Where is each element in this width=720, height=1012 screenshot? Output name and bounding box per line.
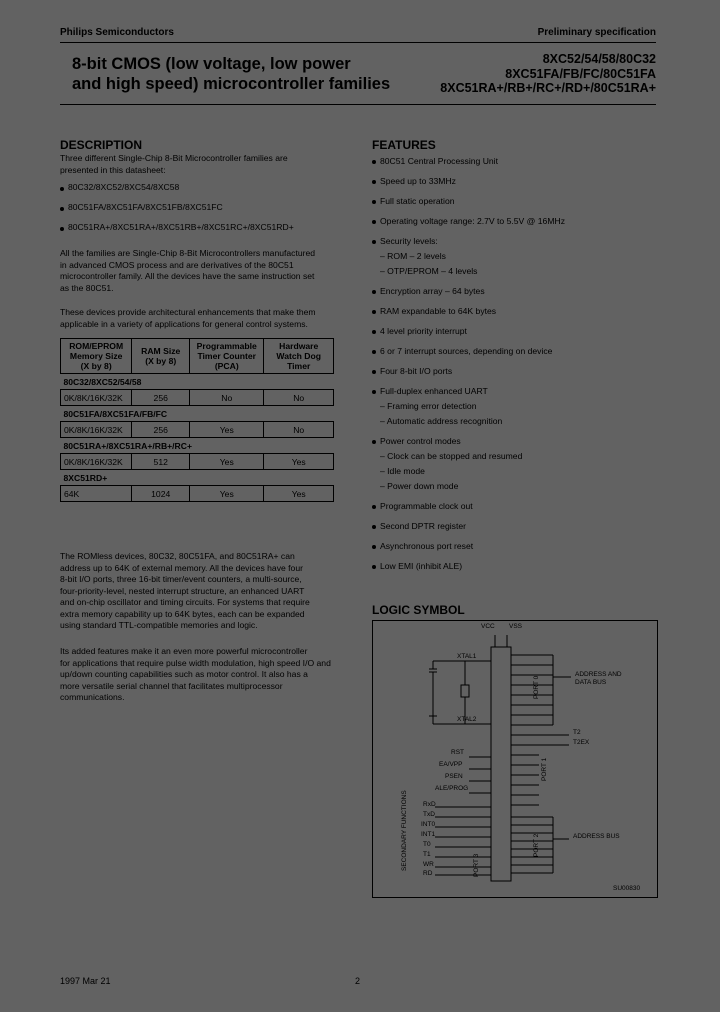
description-paragraph-4 bbox=[60, 551, 360, 632]
text-line: more versatile serial channel that facilitates multiprocessor bbox=[60, 680, 283, 691]
feature-subitem-text: ROM – 2 levels bbox=[387, 251, 446, 261]
table-cell: 512 bbox=[132, 454, 190, 470]
table-cell: Yes bbox=[190, 454, 264, 470]
header-rule bbox=[60, 42, 656, 43]
t2-label: T2 bbox=[573, 729, 581, 736]
feature-item bbox=[372, 176, 662, 187]
feature-subitem bbox=[380, 416, 662, 427]
text-line: applicable in a variety of applications for general control systems. bbox=[60, 318, 308, 329]
text-line: communications. bbox=[60, 692, 125, 702]
psen-label: PSEN bbox=[445, 773, 463, 780]
label-line: ADDRESS AND bbox=[575, 671, 622, 678]
bullet bbox=[372, 370, 376, 374]
feature-subitem-text: Clock can be stopped and resumed bbox=[387, 451, 523, 461]
family-row bbox=[61, 438, 334, 454]
feature-item bbox=[372, 346, 662, 357]
bullet bbox=[372, 220, 376, 224]
vcc-label: VCC bbox=[481, 623, 495, 630]
header-line: Timer bbox=[287, 361, 311, 371]
text-line: up/down counting capabilities such as motor control. It also has a bbox=[60, 669, 308, 679]
family-item: 80C51RA+/8XC51RA+/8XC51RB+/8XC51RC+/8XC51RD+ bbox=[68, 222, 294, 232]
port2-label: PORT 2 bbox=[533, 833, 540, 857]
dash-glyph: – bbox=[380, 401, 388, 411]
text-line: Its added features make it an even more powerful microcontroller bbox=[60, 646, 308, 656]
feature-text: Power control modes bbox=[380, 436, 461, 446]
feature-subitem-text: OTP/EPROM – 4 levels bbox=[387, 266, 478, 276]
dash-glyph: – bbox=[380, 451, 388, 461]
feature-item bbox=[372, 521, 662, 532]
table-cell: 0K/8K/16K/32K bbox=[61, 422, 132, 438]
dash-glyph: – bbox=[380, 251, 388, 261]
feature-item bbox=[372, 386, 662, 427]
header-line: Memory Size bbox=[69, 351, 123, 361]
features-heading: FEATURES bbox=[372, 138, 436, 152]
feature-text: Programmable clock out bbox=[380, 501, 473, 511]
port1-label: PORT 1 bbox=[541, 757, 548, 781]
part-number: 8XC51RA+/RB+/RC+/RD+/80C51RA+ bbox=[440, 81, 656, 95]
bullet bbox=[60, 227, 64, 231]
secondary-functions-label: SECONDARY FUNCTIONS bbox=[401, 790, 408, 871]
header-line: Hardware bbox=[279, 341, 319, 351]
text-line: These devices provide architectural enhancements that make them bbox=[60, 307, 316, 317]
feature-text: 80C51 Central Processing Unit bbox=[380, 156, 498, 166]
table-cell: Yes bbox=[264, 454, 334, 470]
address-data-bus-label bbox=[575, 671, 622, 687]
port0-label: PORT 0 bbox=[533, 675, 540, 699]
feature-item bbox=[372, 236, 662, 277]
page-number: 2 bbox=[355, 976, 361, 986]
feature-item bbox=[372, 501, 662, 512]
text-line: as the 80C51. bbox=[60, 282, 114, 293]
feature-subitem bbox=[380, 251, 662, 262]
feature-subitem bbox=[380, 481, 662, 492]
column-header-rom bbox=[61, 339, 132, 374]
feature-subitem bbox=[380, 266, 662, 277]
text-line: and on-chip oscillator and timing circuits. For systems that require bbox=[60, 597, 310, 607]
bullet bbox=[60, 187, 64, 191]
part-number: 8XC51FA/FB/FC/80C51FA bbox=[505, 66, 656, 81]
t2ex-label: T2EX bbox=[573, 739, 590, 746]
feature-subitem-text: Power down mode bbox=[387, 481, 459, 491]
description-paragraph-2 bbox=[60, 248, 360, 294]
feature-text: Encryption array – 64 bytes bbox=[380, 286, 485, 296]
description-paragraph-3 bbox=[60, 307, 360, 330]
feature-subitem bbox=[380, 401, 662, 412]
feature-item bbox=[372, 541, 662, 552]
family-name: 80C32/8XC52/54/58 bbox=[61, 374, 334, 390]
feature-item bbox=[372, 306, 662, 317]
chip-body bbox=[491, 647, 511, 881]
company-name: Philips Semiconductors bbox=[60, 27, 174, 38]
family-item: 80C51FA/8XC51FA/8XC51FB/8XC51FC bbox=[68, 202, 223, 212]
feature-text: 6 or 7 interrupt sources, depending on device bbox=[380, 346, 553, 356]
int1-label: INT1 bbox=[421, 831, 436, 838]
feature-item bbox=[372, 326, 662, 337]
feature-text: Asynchronous port reset bbox=[380, 541, 474, 551]
feature-item bbox=[372, 561, 662, 572]
bullet bbox=[372, 160, 376, 164]
bullet bbox=[372, 290, 376, 294]
text-line: All the families are Single-Chip 8-Bit Microcontrollers manufactured bbox=[60, 248, 316, 258]
footer-date: 1997 Mar 21 bbox=[60, 976, 111, 986]
table-cell: 64K bbox=[61, 486, 132, 502]
family-item: 80C32/8XC52/8XC54/8XC58 bbox=[68, 182, 180, 192]
feature-text: Four 8-bit I/O ports bbox=[380, 366, 453, 376]
text-line: The ROMless devices, 80C32, 80C51FA, and 80C51RA+ can bbox=[60, 551, 295, 561]
text-line: microcontroller family. All the devices have the same instruction set bbox=[60, 271, 315, 281]
family-row bbox=[61, 406, 334, 422]
description-heading: DESCRIPTION bbox=[60, 138, 143, 152]
wr-label: WR bbox=[423, 861, 434, 868]
feature-text: 4 level priority interrupt bbox=[380, 326, 467, 336]
description-paragraph-5 bbox=[60, 646, 360, 704]
feature-text: Security levels: bbox=[380, 236, 438, 246]
feature-item bbox=[372, 216, 662, 227]
feature-text: Full-duplex enhanced UART bbox=[380, 386, 488, 396]
text-line: four-priority-level, nested interrupt structure, an enhanced UART bbox=[60, 585, 305, 596]
text-line: address up to 64K of external memory. All the devices have four bbox=[60, 562, 303, 573]
document-type: Preliminary specification bbox=[537, 27, 656, 38]
column-header-pca bbox=[190, 339, 264, 374]
table-cell: Yes bbox=[264, 486, 334, 502]
feature-item bbox=[372, 196, 662, 207]
bullet bbox=[372, 390, 376, 394]
table-row bbox=[61, 454, 334, 470]
bullet bbox=[372, 200, 376, 204]
text-line: using standard TTL-compatible memories and logic. bbox=[60, 620, 258, 630]
logic-symbol-lines bbox=[373, 621, 657, 897]
figure-code: SU00830 bbox=[613, 885, 641, 892]
rd-label: RD bbox=[423, 870, 433, 877]
family-name: 80C51FA/8XC51FA/FB/FC bbox=[61, 406, 334, 422]
feature-item bbox=[372, 156, 662, 167]
t1-label: T1 bbox=[423, 851, 431, 858]
family-row bbox=[61, 374, 334, 390]
bullet bbox=[372, 440, 376, 444]
table-row bbox=[61, 390, 334, 406]
table-cell: Yes bbox=[190, 422, 264, 438]
vss-label: VSS bbox=[509, 623, 523, 630]
bullet bbox=[372, 310, 376, 314]
address-bus-label: ADDRESS BUS bbox=[573, 833, 620, 840]
bullet bbox=[372, 545, 376, 549]
family-name: 80C51RA+/8XC51RA+/RB+/RC+ bbox=[61, 438, 334, 454]
title-line-1: 8-bit CMOS (low voltage, low power bbox=[72, 55, 351, 73]
dash-glyph: – bbox=[380, 266, 388, 276]
header-line: RAM Size bbox=[141, 346, 181, 356]
feature-subitem-text: Automatic address recognition bbox=[386, 416, 503, 426]
rst-label: RST bbox=[451, 749, 464, 756]
bullet bbox=[372, 525, 376, 529]
header-line: (X by 8) bbox=[80, 361, 112, 371]
table-header-row bbox=[61, 339, 334, 374]
bullet bbox=[372, 240, 376, 244]
feature-text: Speed up to 33MHz bbox=[380, 176, 456, 186]
logic-symbol-heading: LOGIC SYMBOL bbox=[372, 603, 465, 617]
header-line: Watch Dog bbox=[276, 351, 321, 361]
part-number: 8XC52/54/58/80C32 bbox=[542, 52, 656, 66]
table-cell: 0K/8K/16K/32K bbox=[61, 454, 132, 470]
table-cell: 256 bbox=[132, 422, 190, 438]
feature-item bbox=[372, 366, 662, 377]
bullet bbox=[372, 505, 376, 509]
feature-item bbox=[372, 436, 662, 492]
table-row bbox=[61, 486, 334, 502]
column-header-ram bbox=[132, 339, 190, 374]
bullet bbox=[372, 565, 376, 569]
feature-text: Full static operation bbox=[380, 196, 455, 206]
feature-text: Second DPTR register bbox=[380, 521, 466, 531]
memory-table bbox=[60, 338, 334, 502]
feature-text: RAM expandable to 64K bytes bbox=[380, 306, 497, 316]
ea-label: EA/VPP bbox=[439, 761, 463, 768]
bullet bbox=[60, 207, 64, 211]
table-cell: 1024 bbox=[132, 486, 190, 502]
table-row bbox=[61, 422, 334, 438]
bullet bbox=[372, 350, 376, 354]
xtal2-label: XTAL2 bbox=[457, 716, 477, 723]
table-cell: 256 bbox=[132, 390, 190, 406]
feature-subitem-text: Idle mode bbox=[387, 466, 425, 476]
text-line: 8-bit I/O ports, three 16-bit timer/event counters, a multi-source, bbox=[60, 574, 302, 584]
family-row bbox=[61, 470, 334, 486]
header-line: Timer Counter bbox=[197, 351, 257, 361]
table-cell: No bbox=[190, 390, 264, 406]
family-name: 8XC51RD+ bbox=[61, 470, 334, 486]
description-intro bbox=[60, 153, 360, 176]
features-list bbox=[372, 156, 662, 581]
txd-label: TxD bbox=[423, 811, 435, 818]
table-cell: Yes bbox=[190, 486, 264, 502]
table-cell: No bbox=[264, 422, 334, 438]
header-line: (PCA) bbox=[214, 361, 239, 371]
crystal bbox=[461, 685, 469, 697]
xtal1-label: XTAL1 bbox=[457, 653, 477, 660]
label-line: DATA BUS bbox=[575, 679, 607, 686]
dash-glyph: – bbox=[380, 416, 387, 426]
header-line: ROM/EPROM bbox=[69, 341, 124, 351]
header-line: Programmable bbox=[196, 341, 257, 351]
text-line: in advanced CMOS process and are derivatives of the 80C51 bbox=[60, 259, 294, 270]
t0-label: T0 bbox=[423, 841, 431, 848]
text-line: for applications that require pulse width modulation, high speed I/O and bbox=[60, 657, 331, 668]
text-line: extra memory capability up to 64K bytes, each can be expanded bbox=[60, 608, 305, 619]
part-numbers bbox=[440, 52, 656, 96]
dash-glyph: – bbox=[380, 466, 388, 476]
title-line-2: and high speed) microcontroller families bbox=[72, 75, 391, 93]
rxd-label: RxD bbox=[423, 801, 436, 808]
table-cell: No bbox=[264, 390, 334, 406]
bullet bbox=[372, 330, 376, 334]
text-line: Three different Single-Chip 8-Bit Microcontroller families are bbox=[60, 153, 288, 163]
column-header-watchdog bbox=[264, 339, 334, 374]
dash-glyph: – bbox=[380, 481, 388, 491]
int0-label: INT0 bbox=[421, 821, 436, 828]
feature-item bbox=[372, 286, 662, 297]
port3-label: PORT 3 bbox=[473, 853, 480, 877]
feature-text: Operating voltage range: 2.7V to 5.5V @ 16MHz bbox=[380, 216, 566, 226]
logic-symbol-diagram bbox=[372, 620, 658, 898]
title-rule bbox=[60, 104, 656, 105]
feature-subitem bbox=[380, 451, 662, 462]
text-line: presented in this datasheet: bbox=[60, 164, 166, 175]
table-cell: 0K/8K/16K/32K bbox=[61, 390, 132, 406]
feature-subitem bbox=[380, 466, 662, 477]
feature-subitem-text: Framing error detection bbox=[387, 401, 477, 411]
header-line: (X by 8) bbox=[145, 356, 177, 366]
feature-text: Low EMI (inhibit ALE) bbox=[380, 561, 463, 571]
ale-label: ALE/PROG bbox=[435, 785, 469, 792]
bullet bbox=[372, 180, 376, 184]
